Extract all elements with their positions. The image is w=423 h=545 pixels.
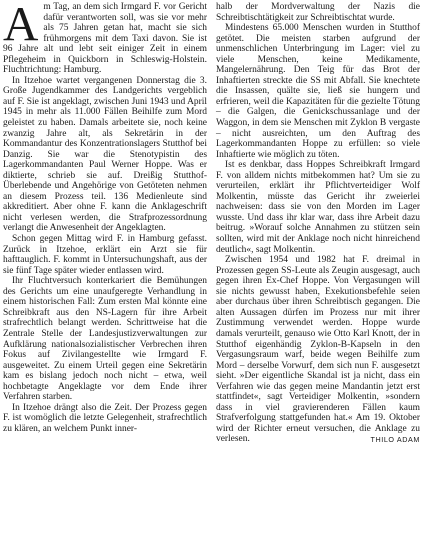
lead-paragraph [3, 2, 207, 76]
paragraph: Schon gegen Mittag wird F. in Hamburg gefasst. Zurück in Itzehoe, erklärt ein Arzt sie für hafttauglich. F. kommt in Untersuchungshaft, aus der sie fünf Tage später wieder entlassen wird. [3, 234, 207, 276]
paragraph: Mindestens 65.000 Menschen wurden in Stutthof getötet. Die meisten starben aufgrund der unmenschlichen Unterbringung im Lager: viel zu viele Menschen, keine Medikamente, Mangelernährung. Den Teig für das Brot der Inhaftierten streckte die SS mit Abfall. Sie knechtete die Insassen, quälte sie, ließ sie hungern und erfrieren, weil die Kapazitäten für die gezielte Tötung – die Galgen, die Genickschussanlage und der Waggon, in dem sie Menschen mit Zyklon B vergaste – nicht ausreichten, um den Auftrag des Lagerkommandanten Hoppe zu erfüllen: so viele Inhaftierte wie möglich zu töten. [216, 23, 420, 160]
last-paragraph [216, 255, 420, 445]
paragraph: Ihr Fluchtversuch konterkariert die Bemühungen des Gerichts um eine unaufgeregte Verhandlung in einem historischen Fall: Zum ersten Mal könnte eine Schreibkraft aus den NS-Lagern für ihre Arbeit strafrechtlich belangt werden. Schrittweise hat die Zentrale Stelle der Landesjustizverwaltungen zur Aufklärung nationalsozialistischer Verbrechen ihren Fokus auf Zivilangestellte wie Irmgard F. ausgeweitet. Zu einem Urteil gegen eine Sekretärin kam es bislang jedoch noch nicht – etwa, weil hochbetagte Angeklagte vor dem Ende ihrer Verfahren starben. [3, 276, 207, 403]
paragraph-text: Zwischen 1954 und 1982 hat F. dreimal in Prozessen gegen SS-Leute als Zeugin ausgesagt, auch gegen ihren Ex-Chef Hoppe. Von Vergasungen will sie nichts gewusst haben, Exekutionsbefehle seien aber durchaus über ihren Schreibtisch gegangen. Die alten Aussagen dürfen im Prozess nur mit ihrer Zustimmung verwendet werden. Hoppe wurde damals verurteilt, genauso wie Otto Karl Knott, der in Stutthof eigenhändig Zyklon-B-Kapseln in den Vergasungsraum warf, beide wegen Beihilfe zum Mord – derselbe Vorwurf, dem sich nun F. ausgesetzt sieht. »Der eigentliche Skandal ist ja nicht, dass ein Verfahren wie das gegen meine Mandantin jetzt erst stattfindet«, sagt Verteidiger Molkentin, »sondern dass in viel gravierenderen Fällen kaum Strafverfolgung stattgefunden hat.« Am 19. Oktober wird der Richter erneut versuchen, die Anklage zu verlesen. [216, 255, 420, 445]
paragraph: Ist es denkbar, dass Hoppes Schreibkraft Irmgard F. von alldem nichts mitbekommen hat? Um sie zu verurteilen, erklärt ihr Pflichtverteidiger Wolf Molkentin, müsste das Gericht ihr zweierlei nachweisen: dass sie von den Morden im Lager wusste. Und dass ihr klar war, dass ihre Arbeit dazu beitrug. »Worauf solche Annahmen zu stützen sein sollten, wird mit der Anklage noch nicht hinreichend deutlich«, sagt Molkentin. [216, 160, 420, 255]
lead-text: m Tag, an dem sich Irmgard F. vor Gericht dafür verantworten soll, was sie vor mehr als 75 Jahren getan hat, macht sie sich frühmorgens mit dem Taxi davon. Sie ist 96 Jahre alt und lebt seit einiger Zeit in einem Pflegeheim in Quickborn in Schleswig-Holstein. Fluchtrichtung: Hamburg. [3, 2, 207, 76]
paragraph: In Itzehoe wartet vergangenen Donnerstag die 3. Große Jugendkammer des Landgerichts vergeblich auf F. Sie ist angeklagt, zwischen Juni 1943 und April 1945 in mehr als 11.000 Fällen Beihilfe zum Mord geleistet zu haben. Damals arbeitete sie, noch keine zwanzig Jahre alt, als Sekretärin in der Kommandantur des Konzentrationslagers Stutthof bei Danzig. Sie war die Stenotypistin des Lagerkommandanten Paul Werner Hoppe. Was er diktierte, schrieb sie auf. Dreißig Stutthof-Überlebende und Angehörige von Getöteten nehmen an diesem Prozess teil. 136 Medienleute sind akkreditiert. Aber ohne F. kann die Anklageschrift nicht verlesen werden, die Strafprozessordnung verlangt die Anwesenheit der Angeklagten. [3, 75, 207, 234]
drop-cap: A [3, 0, 39, 51]
paragraph-continued: halb der Mordverwaltung der Nazis die Schreibtischtätigkeit zur Schreibtischtat wurde. [216, 2, 420, 23]
author-byline: THILO ADAM [370, 435, 420, 445]
paragraph: In Itzehoe drängt also die Zeit. Der Prozess gegen F. ist womöglich die letzte Gelegenheit, strafrechtlich zu klären, an welchem Punkt inner- [3, 402, 207, 434]
left-column [3, 2, 207, 434]
right-column [216, 2, 420, 446]
